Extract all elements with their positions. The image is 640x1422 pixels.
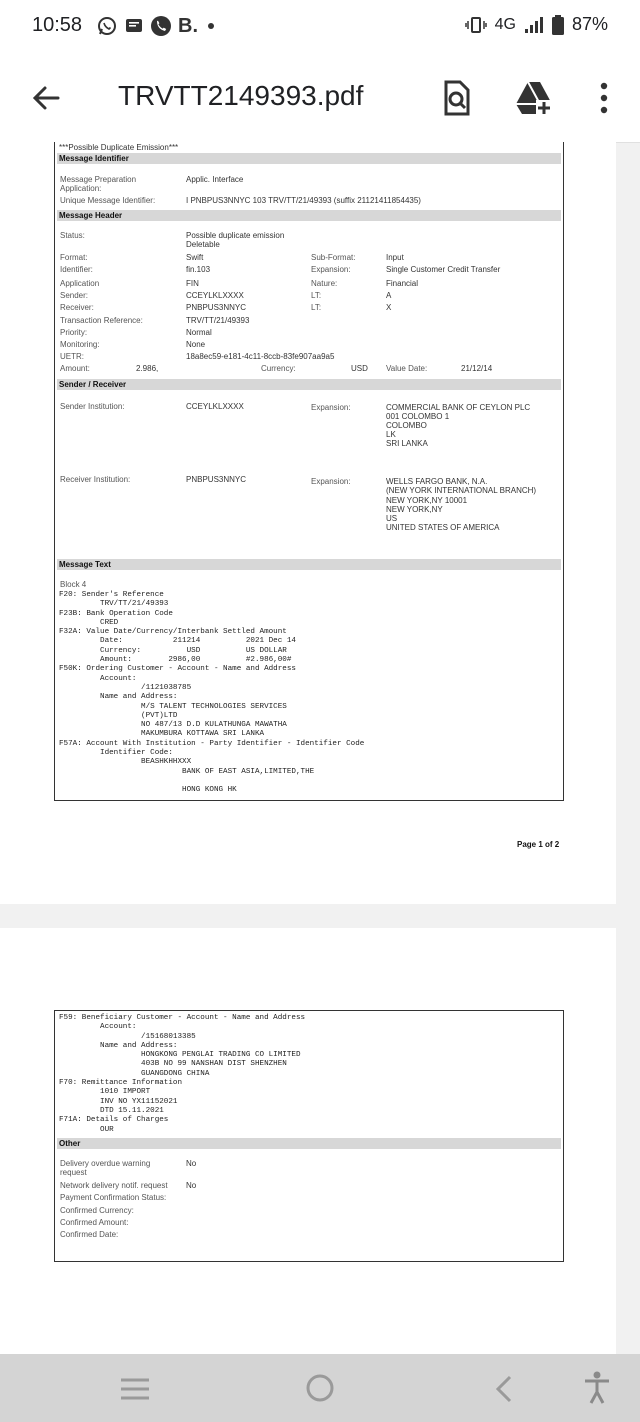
pdf-page-2 <box>0 928 616 1354</box>
sender-institution-label: Sender Institution: <box>60 402 125 411</box>
monitoring-value: None <box>186 340 206 349</box>
status-label: Status: <box>60 231 85 240</box>
sender-label: Sender: <box>60 291 89 300</box>
battery-level: 87% <box>571 14 608 34</box>
recent-apps-icon[interactable] <box>118 1374 152 1404</box>
priority-value: Normal <box>186 328 212 337</box>
expansion-value: Single Customer Credit Transfer <box>386 265 501 274</box>
search-document-icon[interactable] <box>436 78 476 118</box>
back-nav-icon[interactable] <box>492 1374 516 1404</box>
receiver-expansion-label: Expansion: <box>311 477 351 486</box>
navigation-bar <box>0 1354 640 1422</box>
lt-label-2: LT: <box>311 303 322 312</box>
app-bar <box>0 54 640 143</box>
application-label: Application <box>60 279 100 288</box>
section-message-header: Message Header <box>57 210 561 221</box>
sender-expansion-label: Expansion: <box>311 403 351 412</box>
uetr-label: UETR: <box>60 352 84 361</box>
identifier-label: Identifier: <box>60 265 93 274</box>
txref-label: Transaction Reference: <box>60 316 143 325</box>
receiver-value: PNBPUS3NNYC <box>186 303 247 312</box>
message-icon <box>124 16 144 36</box>
format-value: Swift <box>186 253 204 262</box>
message-text-block: F20: Sender's Reference TRV/TT/21/49393 F23B: Bank Operation Code CRED F32A: Value Date/Currency/Interbank Settled Amount Date: 211214 2021 Dec 14 Currency: USD US DOLLAR Amount: 2986,00 #2.986,00# F50K: Ordering Customer - Account - Name and Address Account: /1121038785 Name and Address: M/S TALENT TECHNOLOGIES SERVICES (PVT)LTD NO 487/13 D.D KULATHUNGA MAWATHA MAKUMBURA KOTTAWA SRI LANKA F57A: Account With Institution - Party Identifier - Identifier Code Identifier Code: BEASHKHHXXX BANK OF EAST ASIA,LIMITED,THE HONG KONG HK <box>59 591 365 795</box>
section-message-identifier: Message Identifier <box>57 153 561 164</box>
battery-icon <box>552 15 564 35</box>
network-delivery-label: Network delivery notif. request <box>60 1181 168 1190</box>
uetr-value: 18a8ec59-e181-4c11-8ccb-83fe907aa9a5 <box>186 352 335 361</box>
whatsapp-icon <box>96 15 118 37</box>
phone-icon <box>150 15 172 37</box>
confirmed-date-label: Confirmed Date: <box>60 1230 119 1239</box>
section-other: Other <box>57 1138 561 1149</box>
umi-value: I PNBPUS3NNYC 103 TRV/TT/21/49393 (suffix 21121411854435) <box>186 196 421 205</box>
nature-label: Nature: <box>311 279 338 288</box>
vibrate-icon <box>465 16 487 34</box>
lt-label-1: LT: <box>311 291 322 300</box>
lt-value-1: A <box>386 291 392 300</box>
sender-expansion-value: COMMERCIAL BANK OF CEYLON PLC 001 COLOMBO 1 COLOMBO LK SRI LANKA <box>386 403 531 448</box>
page1-frame <box>54 142 564 801</box>
pdf-page-1 <box>0 142 616 904</box>
more-options-icon[interactable] <box>584 78 624 118</box>
accessibility-icon[interactable] <box>582 1370 612 1404</box>
page2-frame <box>54 1010 564 1262</box>
status-value-1: Possible duplicate emission <box>186 231 285 240</box>
application-value: FIN <box>186 279 199 288</box>
payment-confirmation-label: Payment Confirmation Status: <box>60 1193 167 1202</box>
valuedate-value: 21/12/14 <box>461 364 493 373</box>
notification-icons <box>96 13 214 39</box>
valuedate-label: Value Date: <box>386 364 428 373</box>
document-title: TRVTT2149393.pdf <box>118 80 364 111</box>
section-message-text: Message Text <box>57 559 561 570</box>
signal-icon <box>524 16 544 34</box>
delivery-overdue-label: Delivery overdue warning request <box>60 1159 151 1177</box>
section-sender-receiver: Sender / Receiver <box>57 379 561 390</box>
subformat-value: Input <box>386 253 404 262</box>
sender-value: CCEYLKLXXXX <box>186 291 244 300</box>
duplicate-banner: ***Possible Duplicate Emission*** <box>59 143 179 152</box>
nature-value: Financial <box>386 279 419 288</box>
status-time: 10:58 <box>32 14 83 36</box>
format-label: Format: <box>60 253 88 262</box>
monitoring-label: Monitoring: <box>60 340 100 349</box>
identifier-value: fin.103 <box>186 265 211 274</box>
network-type: 4G <box>494 15 516 33</box>
dot-icon <box>208 23 214 29</box>
amount-value: 2.986, <box>136 364 159 373</box>
delivery-overdue-value: No <box>186 1159 197 1168</box>
amount-label: Amount: <box>60 364 90 373</box>
lt-value-2: X <box>386 303 392 312</box>
currency-label: Currency: <box>261 364 296 373</box>
receiver-expansion-value: WELLS FARGO BANK, N.A. (NEW YORK INTERNATIONAL BRANCH) NEW YORK,NY 10001 NEW YORK,NY US UNITED STATES OF AMERICA <box>386 477 537 533</box>
priority-label: Priority: <box>60 328 88 337</box>
message-text-block-2: F59: Beneficiary Customer - Account - Name and Address Account: /15168013385 Name and Address: HONGKONG PENGLAI TRADING CO LIMITED 403B NO 99 NANSHAN DIST SHENZHEN GUANGDONG CHINA F70: Remittance Information 1010 IMPORT INV NO YX11152021 DTD 15.11.2021 F71A: Details of Charges OUR <box>59 1014 306 1134</box>
confirmed-currency-label: Confirmed Currency: <box>60 1206 134 1215</box>
expansion-label: Expansion: <box>311 265 351 274</box>
subformat-label: Sub-Format: <box>311 253 356 262</box>
receiver-label: Receiver: <box>60 303 94 312</box>
block4-label: Block 4 <box>60 580 87 589</box>
page-number: Page 1 of 2 <box>517 840 560 849</box>
sender-institution-value: CCEYLKLXXXX <box>186 402 244 411</box>
network-delivery-value: No <box>186 1181 197 1190</box>
receiver-institution-value: PNBPUS3NNYC <box>186 475 247 484</box>
status-value-2: Deletable <box>186 240 220 249</box>
status-letter: B. <box>178 14 198 37</box>
txref-value: TRV/TT/21/49393 <box>186 316 250 325</box>
status-bar <box>0 0 640 54</box>
home-icon[interactable] <box>304 1372 336 1404</box>
receiver-institution-label: Receiver Institution: <box>60 475 131 484</box>
back-arrow-icon[interactable] <box>28 80 64 116</box>
prep-value: Applic. Interface <box>186 175 244 184</box>
confirmed-amount-label: Confirmed Amount: <box>60 1218 129 1227</box>
umi-label: Unique Message Identifier: <box>60 196 156 205</box>
prep-label: Message Preparation Application: <box>60 175 137 193</box>
add-to-drive-icon[interactable] <box>514 78 554 118</box>
status-right <box>465 14 608 35</box>
currency-value: USD <box>351 364 368 373</box>
